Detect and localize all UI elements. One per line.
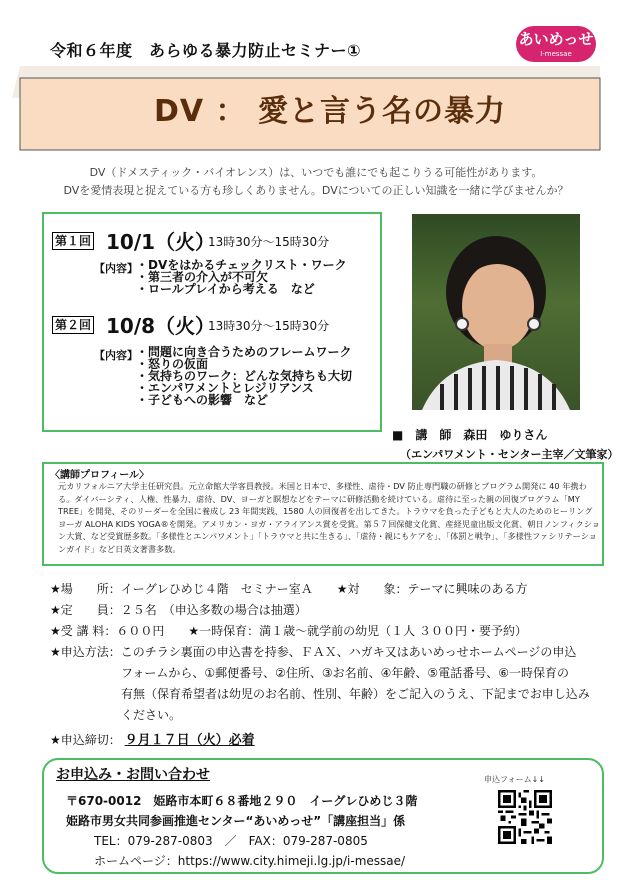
session-1-time: 13時30分～15時30分 [208,235,330,249]
aimesse-logo [516,26,596,62]
lecturer-photo [412,214,580,410]
intro-line-1: DV（ドメスティック・バイオレンス）は、いつでも誰にでも起こりうる可能性があります。 [89,166,543,179]
contact-homepage-link[interactable]: ホームページ：https://www.city.himeji.lg.jp/i-messae/ [94,854,406,868]
contact-address: 〒670-0012 姫路市本町６８番地２９０ イーグレひめじ３階 [66,794,418,808]
list-item: ・ ロールプレイから考える など [136,283,347,295]
session-1-content-label: 【内容】 [94,262,138,275]
list-item: ・ 気持ちのワーク：どんな気持ちも大切 [136,370,352,382]
contact-phone: TEL：079-287-0803 ／ FAX：079-287-0805 [94,834,368,848]
main-title: DV ： 愛と言う名の暴力 [153,94,506,129]
deadline-label: ★申込締切： [50,733,121,747]
logo-text: あいめっせ [518,30,594,48]
info-apply-4: ください。 [121,708,182,722]
list-item: ・ 怒りの仮面 [136,358,352,370]
list-item: ・ 第三者の介入が不可欠 [136,271,347,283]
list-item: ・ DVをはかるチェックリスト・ワーク [136,259,347,271]
lecturer-name: ■ 講 師 森田 ゆりさん [392,428,548,442]
session-2-time: 13時30分～15時30分 [208,319,330,333]
info-fee: ★受 講 料：６００円 ★一時保育：満１歳～就学前の幼児（１人 ３００円・要予約） [50,624,527,638]
session-1-content-list [136,259,347,295]
session-2-date: 10/8（火） [106,314,216,338]
profile-text: 元カリフォルニア大学主任研究員。元立命館大学客員教授。米国と日本で、多様性、虐待・DV 防止専門職の研修とプログラム開発に 40 年携わる。ダイバーシティ、人権、性暴力、虐待、DV、ヨーガと瞑想などをテーマに研修活動を続けている。虐待に至った親の回復プログラム「MY TREE」を開発、そのリーダーを全国に養成し 23 年間実践、1580 人の回復者を出してきた。トラウマを負った子どもと大人のためのヒーリングヨーガ ALOHA KIDS YOGA®を開発。アメリカン・ヨガ・アライアンス賞を受賞。第５７回保健文化賞、産経児童出版文化賞、朝日ノンフィクション大賞、など受賞歴多数。「多様性とエンパワメント」「トラウマと共に生きる」、「虐待・親にもケアを」、「体罰と戦争」、「多様性ファシリテーションガイド」など日英文著書多数。 [58,481,600,554]
session-2-content-label: 【内容】 [94,349,138,362]
profile-box [42,462,604,566]
info-apply-1: ★申込方法：このチラシ裏面の申込書を持参、ＦＡＸ、ハガキ又はあいめっせホームページの申込 [50,645,577,659]
session-1-badge: 第１回 [52,232,94,250]
deadline-date: ９月１７日（火）必着 [124,733,255,748]
schedule-box [42,212,382,432]
list-item: ・ エンパワメントとレジリアンス [136,382,352,394]
info-apply-3: 有無（保育希望者は幼児のお名前、性別、年齢）をご記入のうえ、下記までお申し込み [121,687,590,701]
session-2-content-list [136,346,352,406]
info-capacity: ★定 員：２５名 （申込多数の場合は抽選） [50,603,307,617]
contact-box [42,758,604,874]
form-label: 申込フォーム↓↓ [484,775,546,784]
info-venue: ★場 所：イーグレひめじ４階 セミナー室Ａ ★対 象：テーマに興味のある方 [50,582,528,596]
logo-subtext: I-messae [540,50,572,58]
list-item: ・ 子どもへの影響 など [136,394,352,406]
deadline [50,729,255,748]
contact-organization: 姫路市男女共同参画推進センター“あいめっせ”「講座担当」係 [66,814,406,828]
info-apply-2: フォームから、①郵便番号、②住所、③お名前、④年齢、⑤電話番号、⑥一時保育の [121,666,569,680]
lecturer-role: （エンパワメント・センター主宰／文筆家） [400,448,619,461]
contact-title: お申込み・お問い合わせ [56,767,210,783]
session-2-badge: 第２回 [52,316,94,334]
list-item: ・ 問題に向き合うためのフレームワーク [136,346,352,358]
profile-heading: 〈講師プロフィール〉 [50,470,149,481]
qr-code-icon[interactable] [498,790,552,844]
session-1-date: 10/1（火） [106,230,216,254]
intro-line-2: DVを愛情表現と捉えている方も珍しくありません。DVについての正しい知識を一緒に学びませんか？ [63,184,569,197]
series-title: 令和６年度 あらゆる暴力防止セミナー① [50,41,362,60]
